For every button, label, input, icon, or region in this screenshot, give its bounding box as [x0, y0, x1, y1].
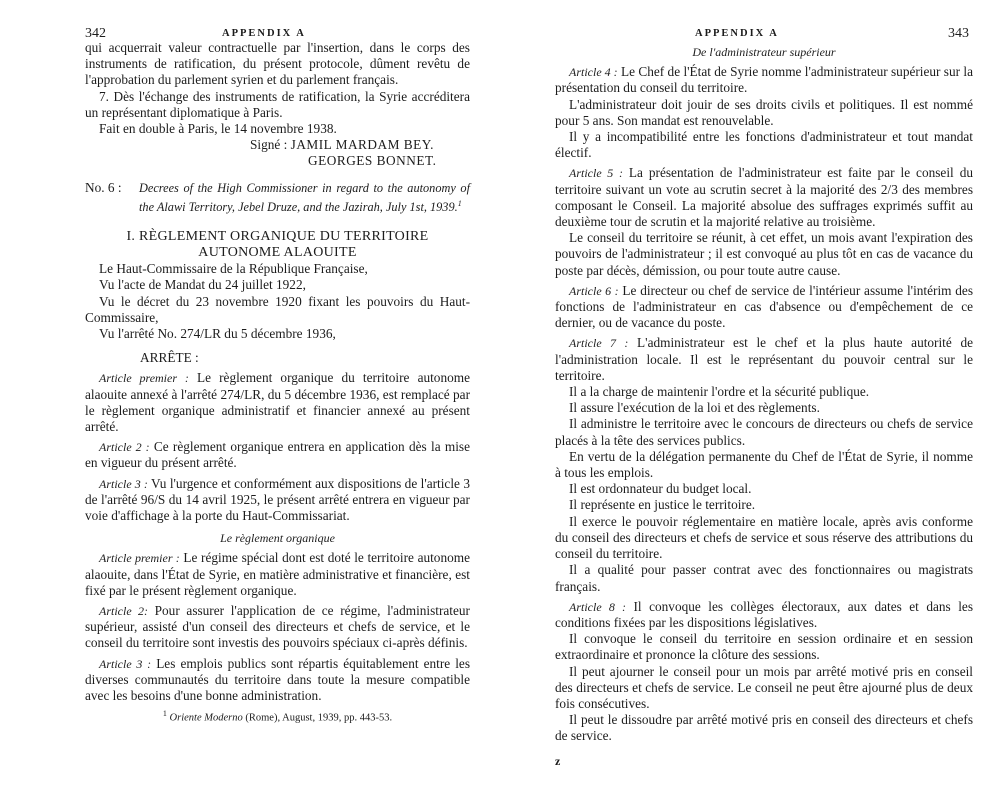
paragraph: Il convoque le conseil du territoire en session ordinaire et en session extraordinaire et prononce la clôture des sessions. [555, 631, 973, 663]
preamble-line: Vu l'arrêté No. 274/LR du 5 décembre 1936, [99, 325, 336, 341]
signed-label: Signé : [250, 137, 288, 153]
left-text-column [85, 40, 470, 727]
article-label: Article 4 : [569, 65, 618, 80]
paragraph: L'administrateur doit jouir de ses droits civils et politiques. Il est nommé pour 5 ans. Son mandat est renouvelable. [555, 96, 973, 128]
preamble-line: Vu le décret du 23 novembre 1920 fixant les pouvoirs du Haut-Commissaire, [85, 293, 470, 325]
decree-title: Decrees of the High Commissioner in regard to the autonomy of the Alawi Territory, Jebel Druze, and the Jazirah, July 1st, 1939. [139, 180, 470, 214]
article-label: Article 2: [99, 603, 148, 618]
footnote-rest: (Rome), August, 1939, pp. 443-53. [245, 712, 393, 724]
article-paragraph [85, 476, 470, 525]
section-title-line-2: AUTONOME ALAOUITE [198, 245, 357, 261]
paragraph: Il peut le dissoudre par arrêté motivé pris en conseil des directeurs et chefs de service. [555, 712, 973, 744]
signature-line-1 [85, 137, 470, 153]
article-7 [555, 335, 973, 384]
footnote-source: Oriente Moderno [169, 712, 243, 724]
right-text-column [555, 44, 973, 769]
preamble-line: Le Haut-Commissaire de la République Française, [99, 261, 368, 277]
article-8 [555, 599, 973, 631]
article-text: Le directeur ou chef de service de l'intérieur assume l'intérim des fonctions de l'administrateur en cas d'absence ou d'empêchement de ce dernier, ou de vacance du poste. [555, 282, 973, 331]
arrete-heading: ARRÊTE : [140, 350, 199, 366]
decree-title-wrap [139, 180, 470, 216]
article-label: Article premier : [99, 371, 189, 386]
paragraph: Il a qualité pour passer contrat avec des fonctionnaires ou magistrats français. [555, 562, 973, 594]
paragraph: Il y a incompatibilité entre les fonctions d'administrateur et tout mandat électif. [555, 129, 973, 161]
article-label: Article 3 : [99, 656, 152, 671]
article-label: Article 2 : [99, 440, 150, 455]
article-text: Les emplois publics sont répartis équitablement entre les diverses communautés du territoire dans toute la mesure compatible avec les besoins d'une bonne administration. [85, 655, 471, 703]
signatory-1: JAMIL MARDAM BEY. [290, 137, 434, 153]
paragraph: Il est ordonnateur du budget local. [569, 481, 752, 497]
fait-line: Fait en double à Paris, le 14 novembre 1938. [99, 121, 337, 137]
paragraph: Il a la charge de maintenir l'ordre et la sécurité publique. [569, 384, 870, 400]
section-title [85, 229, 470, 261]
paragraph: En vertu de la délégation permanente du Chef de l'État de Syrie, il nomme à tous les emplois. [555, 448, 973, 481]
paragraph: Il administre le territoire avec le concours de directeurs ou chefs de service placés à la tête des services publics. [555, 416, 973, 448]
article-5 [555, 165, 973, 230]
preamble-line: Vu l'acte de Mandat du 24 juillet 1922, [99, 277, 306, 293]
article-6 [555, 283, 973, 332]
paragraph: Il peut ajourner le conseil pour un mois par arrêté motivé pris en conseil des directeurs et chefs de service. Le conseil ne peut être ajourné plus de deux fois consécutives. [555, 663, 973, 711]
paragraph-7: 7. Dès l'échange des instruments de ratification, la Syrie accréditera un représentant diplomatique à Paris. [85, 88, 470, 120]
paragraph: Le conseil du territoire se réunit, à cet effet, un mois avant l'expiration des pouvoirs de l'administrateur ; il est convoqué au plus tôt en cas de vacance du poste par décès, démission, ou pour toute autre cause. [555, 230, 973, 278]
article-paragraph [85, 370, 470, 435]
article-4 [555, 64, 973, 96]
decree-number: No. 6 : [85, 179, 122, 195]
article-label: Article 7 : [569, 336, 629, 351]
decree-heading [85, 180, 470, 216]
article-label: Article 3 : [99, 476, 148, 491]
article-label: Article premier : [99, 551, 180, 566]
article-text: L'administrateur est le chef et la plus haute autorité de l'administration locale. Il est le représentant du pouvoir central sur le territoire. [555, 335, 973, 383]
article-text: Vu l'urgence et conformément aux dispositions de l'article 3 de l'arrêté 96/S du 14 avril 1925, le présent arrêté entrera en vigueur par voie d'affichage à la porte du Haut-Commissariat. [85, 475, 470, 523]
article-text: Le régime spécial dont est doté le territoire autonome alaouite, dans l'État de Syrie, en matière administrative et financière, est fixé par le présent règlement organique. [85, 550, 471, 598]
page-number: 343 [948, 26, 969, 41]
article-text: La présentation de l'administrateur est faite par le conseil du territoire suivant un vote au scrutin secret à la majorité des 2/3 des membres composant le Conseil. La majorité absolue des suffrages exprimés suffit au deuxième tour de scrutin et la majorité relative au troisième. [555, 165, 973, 230]
right-page [505, 0, 998, 795]
section-title-line-1: I. RÈGLEMENT ORGANIQUE DU TERRITOIRE [126, 229, 429, 245]
article-text: Ce règlement organique entrera en application dès la mise en vigueur du présent arrêté. [85, 439, 470, 471]
article-text: Pour assurer l'application de ce régime, l'administrateur supérieur, assisté d'un conseil des directeurs et chefs de service, et le conseil du territoire sont investis des pouvoirs spéciaux ci-après définis. [85, 602, 470, 651]
running-head: APPENDIX A [222, 28, 306, 39]
page-number: 342 [85, 26, 106, 41]
article-label: Article 8 : [569, 599, 626, 614]
article-paragraph [85, 603, 470, 652]
article-text: Le règlement organique du territoire autonome alaouite annexé à l'arrêté 274/LR, du 5 décembre 1936, est remplacé par le règlement organique administratif et financier annexé au présent arrêté. [85, 370, 471, 434]
article-paragraph [85, 550, 470, 599]
running-head: APPENDIX A [695, 28, 779, 39]
subheading: De l'administrateur supérieur [692, 45, 836, 59]
article-label: Article 5 : [569, 166, 623, 181]
article-paragraph [85, 439, 470, 471]
footnote-ref: 1 [457, 198, 462, 208]
paragraph: Il assure l'exécution de la loi et des règlements. [569, 400, 820, 416]
article-text: Le Chef de l'État de Syrie nomme l'administrateur supérieur sur la présentation du conseil du territoire. [555, 64, 973, 96]
article-text: Il convoque les collèges électoraux, aux dates et dans les conditions fixées par les dispositions législatives. [555, 598, 973, 630]
signature-mark: z [555, 753, 561, 768]
article-label: Article 6 : [569, 283, 619, 298]
continuation-paragraph: qui acquerrait valeur contractuelle par l'insertion, dans le corps des instruments de ratification, du présent protocole, dûment revêtu de l'approbation du parlement syrien et du parlement français. [85, 40, 470, 88]
footnote-mark: 1 [162, 709, 167, 719]
article-paragraph [85, 656, 470, 705]
paragraph: Il représente en justice le territoire. [569, 497, 756, 513]
signatory-2: GEORGES BONNET. [308, 153, 437, 169]
footnote [85, 706, 470, 727]
subheading: Le règlement organique [220, 531, 335, 546]
paragraph: Il exerce le pouvoir réglementaire en matière locale, après avis conforme du conseil des directeurs et chefs de service et sous réserve des attributions du conseil du territoire. [555, 513, 973, 562]
